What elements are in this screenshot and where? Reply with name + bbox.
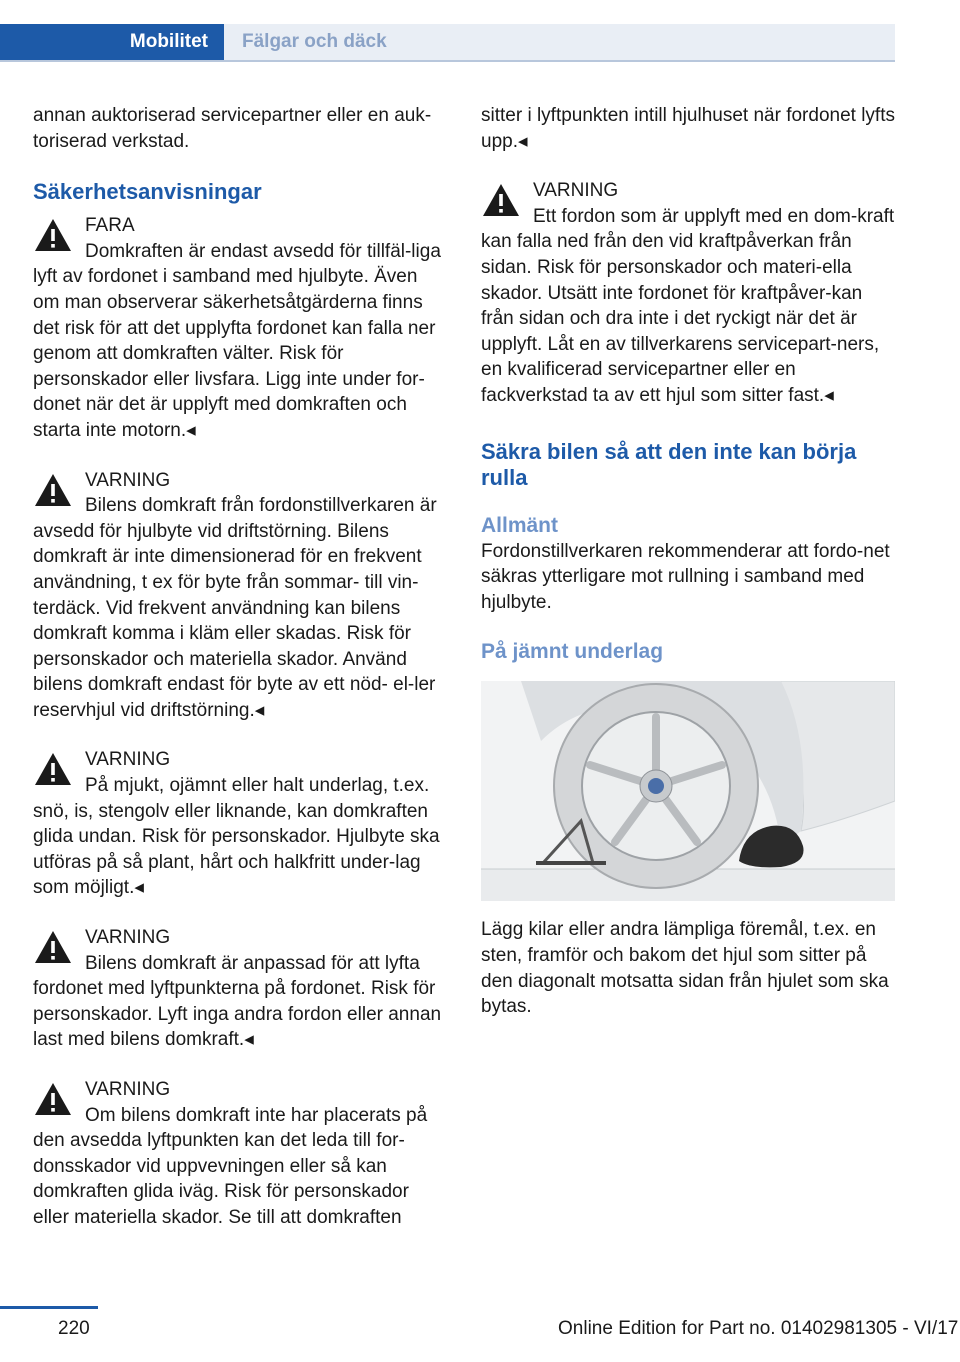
warning-text: Om bilens domkraft inte har placerats på den avsedda lyftpunkten kan det leda till for-donsskador vid uppvevningen eller så kan domkraften glida iväg. Risk för personskador eller materiella skador. Se till att domkraften [33, 1104, 428, 1228]
warning-triangle-icon [33, 929, 73, 965]
chapter-label: Mobilitet [129, 31, 208, 52]
warning-title: VARNING [85, 1079, 171, 1100]
right-column [481, 103, 895, 1020]
warning-block [481, 178, 895, 408]
warning-triangle-icon [33, 1081, 73, 1117]
warning-title: VARNING [85, 927, 171, 949]
section-label: Fälgar och däck [242, 31, 387, 52]
warning-triangle-icon [481, 182, 521, 218]
warning-block [33, 925, 447, 1053]
header-tab-chapter [0, 24, 224, 60]
warning-block [33, 1077, 447, 1231]
warning-text: Bilens domkraft är anpassad för att lyfta fordonet med lyftpunkterna på fordonet. Risk för personskador. Lyft inga andra fordon eller annan last med bilens domkraft.◂ [33, 952, 442, 1051]
level-ground-subheading: På jämnt underlag [481, 640, 664, 664]
footer-rule [0, 1306, 98, 1309]
warning-triangle-icon [33, 217, 73, 253]
warning-triangle-icon [33, 751, 73, 787]
page-number: 220 [58, 1318, 90, 1339]
wheel-chock-illustration [481, 681, 895, 901]
warning-title: VARNING [533, 180, 619, 202]
warning-text: Domkraften är endast avsedd för tillfäl-liga lyft av fordonet i samband med hjulbyte. Även om man observerar säkerhetsåtgärderna finns det risk för att det upplyfta fordonet kan falla ner genom att domkraften välter. Risk för personskador eller livsfara. Ligg inte under for-donet när det är upplyft med domkraften och starta inte motorn.◂ [33, 240, 441, 441]
wheel-jack-drawing [481, 681, 895, 901]
warning-text: Ett fordon som är upplyft med en dom-kraft kan falla ned från den vid kraftpåverkan från sidan. Risk för personskador och materi-ella skador. Utsätt inte fordonet för kraftpåver-kan från sidan och dra inte i det ryckigt när det är upplyft. Låt en av tillverkarens servicepart-ners, en kvalificerad servicepartner eller en fackverkstad ta av ett hjul som sitter fast.◂ [481, 205, 895, 406]
warning-block [33, 213, 447, 443]
warning-triangle-icon [33, 472, 73, 508]
warning-block [33, 468, 447, 724]
warning-title: VARNING [85, 749, 171, 771]
intro-text: annan auktoriserad servicepartner eller en auk-toriserad verkstad. [33, 105, 432, 152]
header-rule [0, 60, 895, 62]
header-tab-section [224, 24, 895, 60]
secure-car-heading: Säkra bilen så att den inte kan börja rulla [481, 438, 857, 490]
left-column [33, 103, 447, 1231]
warning-text: På mjukt, ojämnt eller halt underlag, t.ex. snö, is, stengolv eller liknande, kan domkraften glida undan. Risk för personskador. Hjulbyte ska utföras på så plant, hårt och halkfritt under-lag som möjligt.◂ [33, 775, 440, 899]
warning-title: VARNING [85, 469, 171, 491]
continuation-text: sitter i lyftpunkten intill hjulhuset när fordonet lyfts upp.◂ [481, 105, 895, 152]
warning-block [33, 747, 447, 901]
chock-instructions: Lägg kilar eller andra lämpliga föremål, t.ex. en sten, framför och bakom det hjul som sitter på den diagonalt motsatta sidan från hjulet som ska bytas. [481, 919, 889, 1018]
general-text: Fordonstillverkaren rekommenderar att fordo-net säkras ytterligare mot rullning i samband med hjulbyte. [481, 540, 890, 613]
edition-note: Online Edition for Part no. 01402981305 - VI/17 [558, 1318, 959, 1339]
general-subheading: Allmänt [481, 513, 559, 537]
warning-text: Bilens domkraft från fordonstillverkaren är avsedd för hjulbyte vid driftstörning. Bilens domkraft är inte dimensionerad för en frekvent användning, t ex för byte från sommar- till vin-terdäck. Vid frekvent användning kan bilens domkraft komma i kläm eller skadas. Risk för personskador och materiella skador. Använd bilens domkraft endast för byte av ett nöd- el-ler reservhjul vid driftstörning.◂ [33, 495, 437, 721]
warning-title: FARA [85, 215, 135, 237]
safety-heading: Säkerhetsanvisningar [33, 179, 262, 205]
